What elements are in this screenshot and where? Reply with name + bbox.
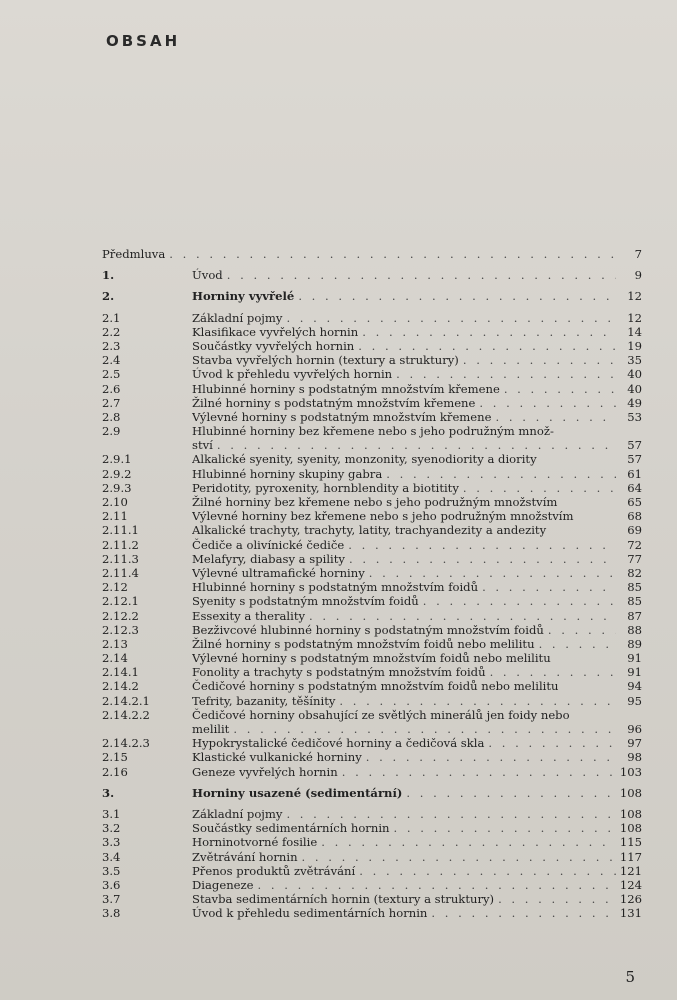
toc-section-number: 2.10 bbox=[102, 495, 128, 509]
toc-page-number: 77 bbox=[627, 551, 642, 566]
dot-leader bbox=[406, 786, 615, 800]
toc-entry bbox=[192, 651, 642, 665]
dot-leader bbox=[488, 736, 616, 750]
toc-title: Úvod bbox=[192, 268, 223, 283]
toc-page-number: 12 bbox=[627, 289, 642, 304]
toc-section-number: 2.5 bbox=[102, 367, 121, 382]
toc-section-number: 2.9 bbox=[102, 424, 121, 439]
toc-row bbox=[102, 892, 642, 906]
toc-title: Žilné horniny s podstatným množstvím křemene bbox=[192, 395, 476, 410]
toc-page-number: 108 bbox=[619, 821, 642, 836]
toc-page-number: 98 bbox=[627, 750, 642, 765]
dot-leader bbox=[258, 878, 616, 892]
toc-title: Klasifikace vyvřelých hornin bbox=[192, 324, 359, 339]
toc-section-number: 3.1 bbox=[102, 806, 121, 821]
dot-leader bbox=[342, 765, 616, 779]
toc-page-number: 131 bbox=[619, 906, 642, 921]
toc-page-number: 87 bbox=[627, 608, 642, 623]
toc-section-number: 3.8 bbox=[102, 906, 121, 921]
toc-section-number: 2.9.2 bbox=[102, 466, 132, 481]
toc-entry bbox=[192, 765, 642, 779]
toc-page-number: 7 bbox=[634, 247, 642, 261]
toc-row bbox=[102, 850, 642, 864]
toc-title: Stavba sedimentárních hornin (textury a struktury) bbox=[192, 892, 495, 907]
toc-title: Součástky vyvřelých hornin bbox=[192, 338, 355, 353]
toc-title: Stavba vyvřelých hornin (textury a struktury) bbox=[192, 353, 459, 368]
toc-page-number: 64 bbox=[627, 480, 642, 495]
toc-page-number: 53 bbox=[627, 409, 642, 424]
toc-entry bbox=[192, 509, 642, 523]
toc-page-number: 103 bbox=[619, 764, 642, 779]
toc-section-number: 3.2 bbox=[102, 821, 121, 836]
dot-leader bbox=[348, 538, 616, 552]
toc-row bbox=[102, 353, 642, 367]
toc-row bbox=[102, 396, 642, 410]
toc-section-number: 3.7 bbox=[102, 892, 121, 907]
dot-leader bbox=[396, 367, 616, 381]
toc-row bbox=[102, 481, 642, 495]
dot-leader bbox=[539, 637, 616, 651]
dot-leader bbox=[504, 382, 616, 396]
dot-leader bbox=[496, 410, 617, 424]
table-of-contents bbox=[102, 247, 642, 920]
toc-section-number: 2.14.2 bbox=[102, 679, 139, 694]
toc-section-number: 2.7 bbox=[102, 395, 121, 410]
toc-row bbox=[102, 736, 642, 750]
dot-leader bbox=[423, 594, 616, 608]
toc-title: Hlubinné horniny skupiny gabra bbox=[192, 466, 383, 481]
toc-section-number: 2.11.3 bbox=[102, 551, 139, 566]
toc-page-number: 91 bbox=[627, 665, 642, 680]
toc-page-number: 35 bbox=[627, 353, 642, 368]
toc-entry bbox=[192, 325, 642, 339]
toc-row bbox=[102, 878, 642, 892]
toc-section-number: 2.11.2 bbox=[102, 537, 139, 552]
toc-title: Žilné horniny s podstatným množstvím foidů nebo melilitu bbox=[192, 636, 535, 651]
toc-row bbox=[102, 552, 642, 566]
toc-title: Zvětrávání hornin bbox=[192, 849, 298, 864]
toc-row bbox=[102, 722, 642, 736]
toc-row bbox=[102, 580, 642, 594]
dot-leader bbox=[359, 864, 616, 878]
toc-title: Peridotity, pyroxenity, hornblendity a biotitity bbox=[192, 480, 459, 495]
toc-entry bbox=[192, 679, 642, 693]
toc-row bbox=[102, 495, 642, 509]
toc-title: Klastické vulkanické horniny bbox=[192, 750, 362, 765]
toc-title: Alkalické trachyty, trachyty, latity, trachyandezity a andezity bbox=[192, 523, 547, 538]
toc-title: Horniny usazené (sedimentární) bbox=[192, 785, 403, 800]
toc-page-number: 85 bbox=[627, 594, 642, 609]
toc-entry bbox=[192, 708, 642, 722]
toc-row bbox=[102, 523, 642, 537]
toc-entry bbox=[192, 892, 642, 906]
toc-title: ství bbox=[192, 438, 213, 453]
dot-leader bbox=[482, 580, 616, 594]
toc-page-number: 19 bbox=[627, 338, 642, 353]
toc-entry bbox=[192, 552, 642, 566]
toc-title: Základní pojmy bbox=[192, 310, 283, 325]
toc-entry bbox=[192, 481, 642, 495]
toc-row bbox=[102, 452, 642, 466]
toc-page-number: 40 bbox=[627, 367, 642, 382]
dot-leader bbox=[394, 821, 616, 835]
dot-leader bbox=[431, 906, 615, 920]
toc-row bbox=[102, 424, 642, 438]
toc-section-number: 3.6 bbox=[102, 877, 121, 892]
toc-entry bbox=[192, 353, 642, 367]
toc-title: Čedičové horniny obsahující ze světlých minerálů jen foidy nebo bbox=[192, 707, 570, 722]
dot-leader bbox=[548, 623, 616, 637]
toc-page-number: 96 bbox=[627, 722, 642, 736]
toc-title: Diageneze bbox=[192, 877, 254, 892]
toc-section-number: 2.15 bbox=[102, 750, 128, 765]
toc-section-number: 2. bbox=[102, 289, 115, 304]
toc-section-number: 3.4 bbox=[102, 849, 121, 864]
toc-entry bbox=[192, 786, 642, 800]
toc-entry bbox=[192, 623, 642, 637]
toc-entry bbox=[192, 396, 642, 410]
toc-entry bbox=[192, 495, 642, 509]
toc-row bbox=[102, 311, 642, 325]
toc-entry bbox=[192, 821, 642, 835]
toc-title: Fonolity a trachyty s podstatným množstvím foidů bbox=[192, 665, 486, 680]
toc-page-number: 12 bbox=[627, 310, 642, 325]
toc-row bbox=[102, 247, 642, 261]
dot-leader bbox=[463, 353, 616, 367]
toc-section-number: 2.11.1 bbox=[102, 523, 139, 538]
toc-title: Výlevné horniny s podstatným množstvím křemene bbox=[192, 409, 492, 424]
toc-entry bbox=[192, 410, 642, 424]
toc-section-number: 2.4 bbox=[102, 353, 121, 368]
toc-page-number: 68 bbox=[627, 509, 642, 524]
toc-entry bbox=[192, 311, 642, 325]
toc-entry bbox=[192, 268, 642, 282]
toc-row bbox=[102, 509, 642, 523]
toc-section-number: 2.12.2 bbox=[102, 608, 139, 623]
toc-title: Essexity a therality bbox=[192, 608, 306, 623]
toc-row bbox=[102, 382, 642, 396]
dot-leader bbox=[302, 850, 616, 864]
toc-section-number: 2.2 bbox=[102, 324, 121, 339]
toc-entry bbox=[192, 864, 642, 878]
toc-section-number: 2.9.1 bbox=[102, 452, 132, 467]
toc-section-number: 2.8 bbox=[102, 409, 121, 424]
toc-entry bbox=[192, 694, 642, 708]
toc-page-number: 14 bbox=[627, 324, 642, 339]
toc-row bbox=[102, 467, 642, 481]
toc-entry bbox=[192, 566, 642, 580]
toc-row bbox=[102, 694, 642, 708]
toc-page-number: 97 bbox=[627, 736, 642, 751]
toc-entry bbox=[192, 367, 642, 381]
toc-entry bbox=[192, 467, 642, 481]
dot-leader bbox=[286, 807, 615, 821]
toc-row bbox=[102, 821, 642, 835]
toc-entry bbox=[102, 247, 642, 261]
toc-row bbox=[102, 623, 642, 637]
page-number: 5 bbox=[625, 968, 635, 986]
toc-entry bbox=[192, 438, 642, 452]
toc-section-number: 2.12.1 bbox=[102, 594, 139, 609]
dot-leader bbox=[386, 467, 616, 481]
toc-title: Horniny vyvřelé bbox=[192, 289, 295, 304]
toc-section-number: 2.1 bbox=[102, 310, 121, 325]
toc-page-number: 117 bbox=[619, 849, 642, 864]
dot-leader bbox=[349, 552, 616, 566]
toc-entry bbox=[192, 594, 642, 608]
toc-title: Melafyry, diabasy a spility bbox=[192, 551, 345, 566]
toc-section-number: 3.3 bbox=[102, 835, 121, 850]
dot-leader bbox=[233, 722, 616, 736]
toc-row bbox=[102, 289, 642, 303]
dot-leader bbox=[366, 750, 616, 764]
toc-page-number: 108 bbox=[619, 806, 642, 821]
toc-title: Tefrity, bazanity, těšínity bbox=[192, 693, 336, 708]
toc-title: Součástky sedimentárních hornin bbox=[192, 821, 390, 836]
toc-entry bbox=[192, 665, 642, 679]
toc-row bbox=[102, 339, 642, 353]
toc-title: Předmluva bbox=[102, 247, 166, 261]
toc-section-number: 2.12 bbox=[102, 580, 128, 595]
toc-page-number: 88 bbox=[627, 622, 642, 637]
toc-title: Horninotvorné fosilie bbox=[192, 835, 318, 850]
toc-entry bbox=[192, 424, 642, 438]
dot-leader bbox=[362, 325, 616, 339]
toc-row bbox=[102, 594, 642, 608]
toc-section-number: 2.14 bbox=[102, 651, 128, 666]
toc-section-number: 2.12.3 bbox=[102, 622, 139, 637]
toc-section-number: 2.14.2.3 bbox=[102, 736, 150, 751]
toc-entry bbox=[192, 850, 642, 864]
toc-page-number: 124 bbox=[619, 877, 642, 892]
toc-row bbox=[102, 410, 642, 424]
toc-page-number: 65 bbox=[627, 495, 642, 509]
toc-entry bbox=[192, 637, 642, 651]
dot-leader bbox=[217, 438, 616, 452]
toc-entry bbox=[192, 523, 642, 537]
toc-page-number: 95 bbox=[627, 693, 642, 708]
toc-entry bbox=[192, 750, 642, 764]
toc-row bbox=[102, 708, 642, 722]
toc-page-number: 91 bbox=[627, 651, 642, 666]
dot-leader bbox=[286, 311, 616, 325]
toc-title: Bezživcové hlubinné horniny s podstatným množstvím foidů bbox=[192, 622, 544, 637]
dot-leader bbox=[321, 835, 616, 849]
toc-row bbox=[102, 906, 642, 920]
toc-title: Přenos produktů zvětrávání bbox=[192, 863, 356, 878]
toc-section-number: 2.14.1 bbox=[102, 665, 139, 680]
page-heading: OBSAH bbox=[106, 32, 181, 50]
dot-leader bbox=[358, 339, 616, 353]
toc-row bbox=[102, 786, 642, 800]
toc-page-number: 57 bbox=[627, 438, 642, 453]
toc-page-number: 57 bbox=[627, 452, 642, 467]
toc-row bbox=[102, 367, 642, 381]
toc-section-number: 2.13 bbox=[102, 636, 128, 651]
toc-section-number: 2.11 bbox=[102, 509, 128, 524]
toc-title: Čedičové horniny s podstatným množstvím foidů nebo melilitu bbox=[192, 679, 559, 694]
toc-title: Žilné horniny bez křemene nebo s jeho podružným množstvím bbox=[192, 495, 558, 509]
toc-title: Geneze vyvřelých hornin bbox=[192, 764, 338, 779]
toc-entry bbox=[192, 538, 642, 552]
toc-row bbox=[102, 325, 642, 339]
toc-row bbox=[102, 609, 642, 623]
toc-row bbox=[102, 438, 642, 452]
toc-section-number: 2.9.3 bbox=[102, 480, 132, 495]
toc-section-number: 2.11.4 bbox=[102, 565, 139, 580]
toc-entry bbox=[192, 722, 642, 736]
toc-title: Hlubinné horniny s podstatným množstvím křemene bbox=[192, 381, 500, 396]
toc-page-number: 89 bbox=[627, 636, 642, 651]
dot-leader bbox=[479, 396, 616, 410]
toc-page-number: 69 bbox=[627, 523, 642, 538]
toc-row bbox=[102, 566, 642, 580]
toc-section-number: 2.14.2.2 bbox=[102, 707, 150, 722]
toc-entry bbox=[192, 878, 642, 892]
toc-row bbox=[102, 538, 642, 552]
toc-section-number: 2.16 bbox=[102, 764, 128, 779]
toc-section-number: 2.3 bbox=[102, 338, 121, 353]
dot-leader bbox=[169, 247, 616, 261]
toc-section-number: 3. bbox=[102, 785, 115, 800]
toc-row bbox=[102, 807, 642, 821]
toc-title: Základní pojmy bbox=[192, 806, 283, 821]
dot-leader bbox=[339, 694, 616, 708]
dot-leader bbox=[309, 609, 616, 623]
dot-leader bbox=[298, 289, 616, 303]
dot-leader bbox=[463, 481, 616, 495]
toc-page-number: 49 bbox=[627, 395, 642, 410]
toc-entry bbox=[192, 609, 642, 623]
toc-page-number: 115 bbox=[619, 835, 642, 850]
toc-entry bbox=[192, 580, 642, 594]
dot-leader bbox=[490, 665, 616, 679]
toc-title: Výlevné horniny bez křemene nebo s jeho podružným množstvím bbox=[192, 509, 574, 524]
toc-entry bbox=[192, 289, 642, 303]
toc-title: Úvod k přehledu sedimentárních hornin bbox=[192, 906, 428, 921]
toc-page-number: 72 bbox=[627, 537, 642, 552]
toc-title: Čediče a olivínické čediče bbox=[192, 537, 345, 552]
toc-title: Úvod k přehledu vyvřelých hornin bbox=[192, 367, 393, 382]
toc-row bbox=[102, 835, 642, 849]
toc-title: Výlevné horniny s podstatným množstvím foidů nebo melilitu bbox=[192, 651, 551, 666]
toc-row bbox=[102, 750, 642, 764]
toc-entry bbox=[192, 807, 642, 821]
toc-title: Hypokrystalické čedičové horniny a čedičová skla bbox=[192, 736, 485, 751]
toc-page-number: 40 bbox=[627, 381, 642, 396]
toc-page-number: 121 bbox=[619, 863, 642, 878]
toc-entry bbox=[192, 835, 642, 849]
dot-leader bbox=[369, 566, 616, 580]
toc-entry bbox=[192, 382, 642, 396]
toc-section-number: 2.6 bbox=[102, 381, 121, 396]
toc-section-number: 1. bbox=[102, 268, 115, 283]
toc-row bbox=[102, 864, 642, 878]
toc-row bbox=[102, 765, 642, 779]
toc-page-number: 108 bbox=[619, 785, 642, 800]
toc-row bbox=[102, 665, 642, 679]
toc-row bbox=[102, 268, 642, 282]
toc-page-number: 82 bbox=[627, 565, 642, 580]
toc-title: Syenity s podstatným množstvím foidů bbox=[192, 594, 419, 609]
toc-page-number: 85 bbox=[627, 580, 642, 595]
toc-entry bbox=[192, 339, 642, 353]
toc-title: Výlevné ultramafické horniny bbox=[192, 565, 365, 580]
toc-entry bbox=[192, 452, 642, 466]
toc-title: melilit bbox=[192, 722, 230, 736]
toc-page-number: 61 bbox=[627, 466, 642, 481]
toc-entry bbox=[192, 906, 642, 920]
toc-title: Hlubinné horniny bez křemene nebo s jeho podružným množ- bbox=[192, 424, 554, 439]
toc-title: Alkalické syenity, syenity, monzonity, syenodiority a diority bbox=[192, 452, 537, 467]
toc-entry bbox=[192, 736, 642, 750]
toc-page-number: 126 bbox=[619, 892, 642, 907]
toc-row bbox=[102, 637, 642, 651]
dot-leader bbox=[227, 268, 616, 282]
toc-row bbox=[102, 679, 642, 693]
toc-section-number: 3.5 bbox=[102, 863, 121, 878]
toc-section-number: 2.14.2.1 bbox=[102, 693, 150, 708]
toc-page-number: 9 bbox=[634, 268, 642, 283]
toc-title: Hlubinné horniny s podstatným množstvím foidů bbox=[192, 580, 479, 595]
dot-leader bbox=[498, 892, 616, 906]
toc-page-number: 94 bbox=[627, 679, 642, 694]
toc-row bbox=[102, 651, 642, 665]
